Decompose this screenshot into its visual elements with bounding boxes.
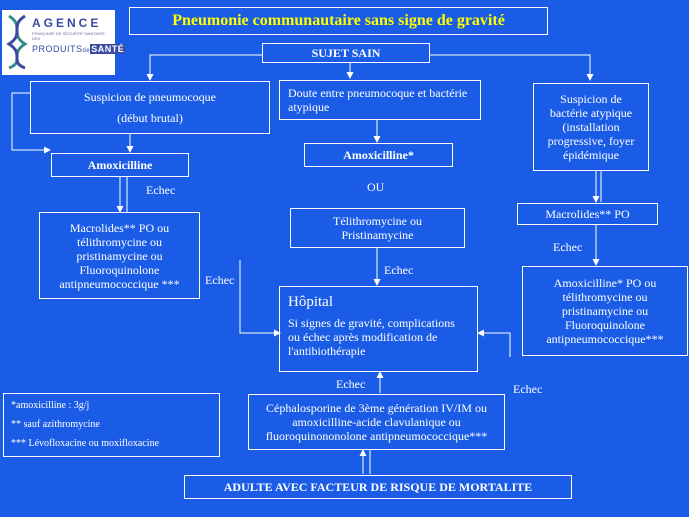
- footnotes-box: [3, 393, 220, 457]
- telithromycine-box: Télithromycine ou Pristinamycine: [290, 208, 465, 248]
- hopital-text: Si signes de gravité, complications ou échec après modification de l'antibiothérapie: [288, 316, 455, 358]
- footnote-amoxicilline: *amoxicilline : 3g/j: [11, 400, 90, 411]
- amoxicilline-center-box: Amoxicilline*: [304, 143, 453, 167]
- footnote-levofloxacine: *** Lévofloxacine ou moxifloxacine: [11, 438, 160, 449]
- echec-center-label: Echec: [384, 263, 414, 277]
- suspicion-pneumocoque-label: Suspicion de pneumocoque: [84, 89, 216, 104]
- cephalosporine-box: Céphalosporine de 3ème génération IV/IM ou amoxicilline-acide clavulanique ou fluoroquinononolone antipneumococcique***: [248, 394, 505, 450]
- echec-left-label: Echec: [146, 183, 176, 197]
- adulte-risque-box: ADULTE AVEC FACTEUR DE RISQUE DE MORTALITE: [184, 475, 572, 499]
- suspicion-pneumocoque-box: [30, 81, 270, 134]
- logo-agence: AGENCE: [32, 16, 102, 30]
- echec-right-label: Echec: [553, 240, 583, 254]
- echec-hopital-label: Echec: [336, 377, 366, 391]
- ou-label: OU: [367, 180, 385, 194]
- hopital-box: [279, 286, 478, 372]
- footnote-azithromycine: ** sauf azithromycine: [11, 419, 100, 430]
- amoxicilline-left-box: Amoxicilline: [51, 153, 189, 177]
- doute-box: Doute entre pneumocoque et bactérie atypique: [279, 80, 481, 120]
- macrolides-left-box: Macrolides** PO ou télithromycine ou pristinamycine ou Fluoroquinolone antipneumococcique ***: [39, 212, 200, 299]
- suspicion-atypique-box: Suspicion de bactérie atypique (installation progressive, foyer épidémique: [533, 83, 649, 171]
- echec-left2-label: Echec: [205, 273, 235, 287]
- hopital-title: Hôpital: [288, 294, 333, 310]
- amoxicilline-right-box: Amoxicilline* PO ou télithromycine ou pristinamycine ou Fluoroquinolone antipneumococcique***: [522, 266, 688, 356]
- logo-subtitle: FRANÇAISE DE SÉCURITÉ SANITAIRE DES: [32, 31, 105, 41]
- logo-produits: PRODUITSdeSANTÉ: [32, 44, 125, 54]
- sujet-sain-box: SUJET SAIN: [262, 43, 430, 63]
- echec-right2-label: Echec: [513, 382, 543, 396]
- debut-brutal-label: (début brutal): [117, 111, 183, 126]
- page-title: Pneumonie communautaire sans signe de gravité: [129, 7, 548, 35]
- macrolides-right-box: Macrolides** PO: [517, 203, 658, 225]
